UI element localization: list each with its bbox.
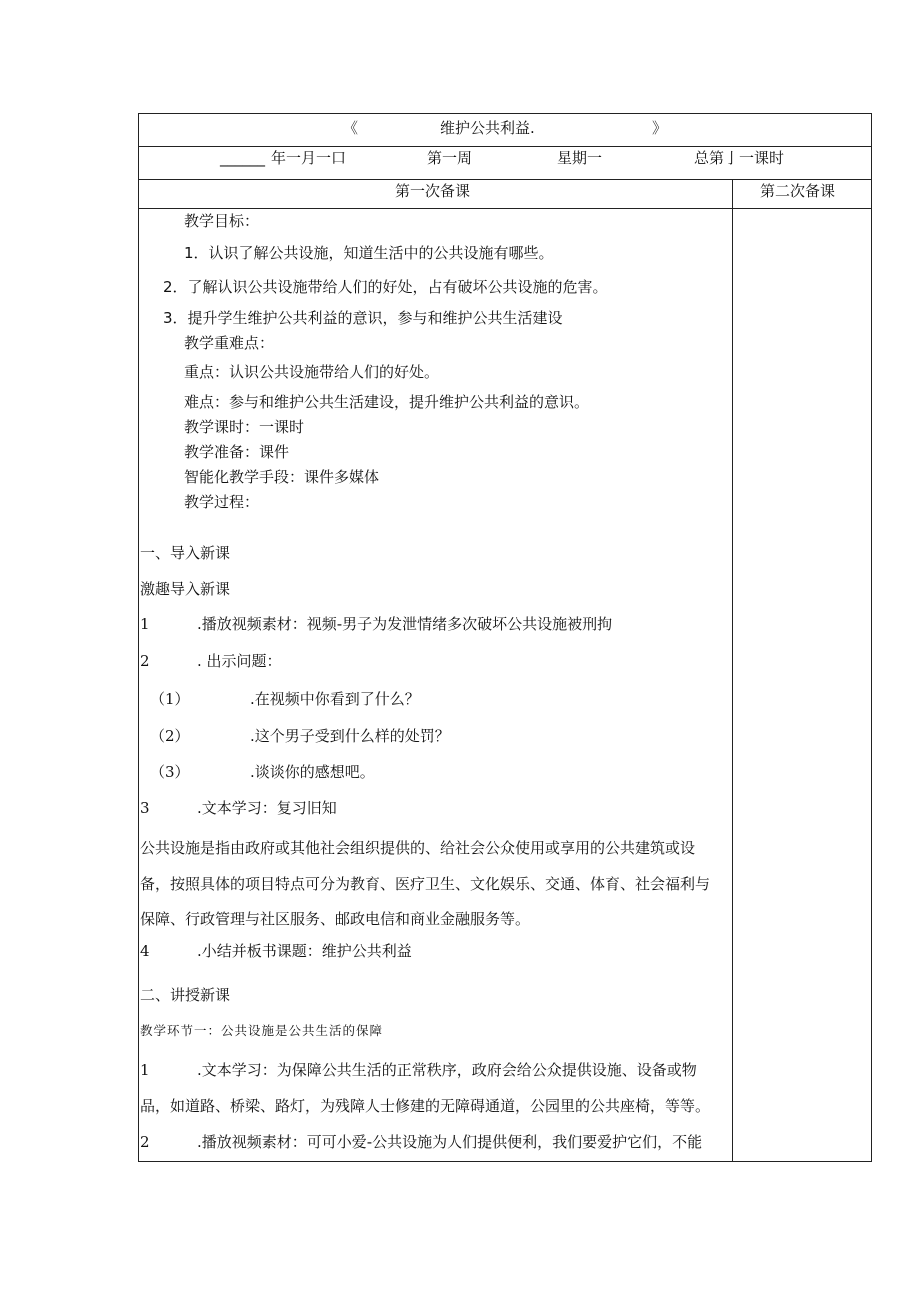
section1-heading: 一、导入新课 (140, 544, 231, 562)
key-point: 重点：认识公共设施带给人们的好处。 (184, 363, 440, 381)
teaching-means: 智能化教学手段：课件多媒体 (184, 468, 380, 486)
step-text: .播放视频素材：视频-男子为发泄情绪多次破坏公共设施被刑拘 (197, 615, 613, 633)
first-prep-header: 第一次备课 (395, 182, 471, 200)
step-text: .播放视频素材：可可小爱-公共设施为人们提供便利，我们要爱护它们，不能 (197, 1133, 703, 1151)
question-number: （2） (150, 727, 190, 745)
question-number: （1） (150, 690, 190, 708)
teaching-link-heading: 教学环节一：公共设施是公共生活的保障 (140, 1023, 384, 1038)
lesson-plan-table (138, 113, 872, 1162)
step-text: .文本学习：为保障公共生活的正常秩序，政府会给公众提供设施、设备或物 (197, 1061, 697, 1079)
step-text: . 出示问题： (197, 652, 282, 670)
paragraph-line: 备，按照具体的项目特点可分为教育、医疗卫生、文化娱乐、交通、体育、社会福利与 (140, 875, 711, 893)
question-text: .谈谈你的感想吧。 (250, 763, 375, 781)
step-text: .文本学习：复习旧知 (197, 799, 337, 817)
step-text-continued: 品，如道路、桥梁、路灯，为残障人士修建的无障碍通道，公园里的公共座椅，等等。 (140, 1097, 711, 1115)
step-number: 2 (140, 652, 150, 670)
week-field: 第一周 (427, 149, 473, 167)
lesson-prep: 教学准备：课件 (184, 443, 290, 461)
goal-item: 1．认识了解公共设施，知道生活中的公共设施有哪些。 (184, 244, 554, 262)
row-divider (139, 146, 871, 147)
title-close-bracket: 》 (652, 119, 668, 137)
date-blank: ______ (220, 149, 265, 167)
weekday-field: 星期一 (557, 149, 603, 167)
question-text: .这个男子受到什么样的处罚？ (250, 727, 450, 745)
section2-heading: 二、讲授新课 (140, 986, 231, 1004)
lesson-title: 维护公共利益. (440, 119, 535, 137)
title-open-bracket: 《 (343, 119, 359, 137)
question-number: （3） (150, 763, 190, 781)
date-field: 年一月一口 (271, 149, 347, 167)
difficulty-heading: 教学重难点： (184, 334, 275, 352)
column-divider (732, 180, 733, 1161)
row-divider (139, 179, 871, 180)
goals-heading: 教学目标： (184, 212, 260, 230)
step-number: 1 (140, 1061, 150, 1079)
row-divider (139, 208, 871, 209)
step-number: 1 (140, 615, 150, 633)
goal-item: 2．了解认识公共设施带给人们的好处，占有破坏公共设施的危害。 (163, 278, 608, 296)
paragraph-line: 保障、行政管理与社区服务、邮政电信和商业金融服务等。 (140, 910, 531, 928)
hard-point: 难点：参与和维护公共生活建设，提升维护公共利益的意识。 (184, 393, 590, 411)
total-hours-field: 总第亅一课时 (694, 149, 785, 167)
question-text: .在视频中你看到了什么？ (250, 690, 420, 708)
paragraph-line: 公共设施是指由政府或其他社会组织提供的、给社会公众使用或享用的公共建筑或设 (140, 839, 696, 857)
goal-item: 3．提升学生维护公共利益的意识，参与和维护公共生活建设 (163, 309, 563, 327)
step-number: 4 (140, 942, 150, 960)
step-number: 2 (140, 1133, 150, 1151)
second-prep-header: 第二次备课 (760, 182, 836, 200)
step-text: .小结并板书课题：维护公共利益 (197, 942, 412, 960)
lesson-hours: 教学课时：一课时 (184, 418, 305, 436)
step-number: 3 (140, 799, 150, 817)
section1-subheading: 激趣导入新课 (140, 580, 231, 598)
process-heading: 教学过程： (184, 493, 260, 511)
